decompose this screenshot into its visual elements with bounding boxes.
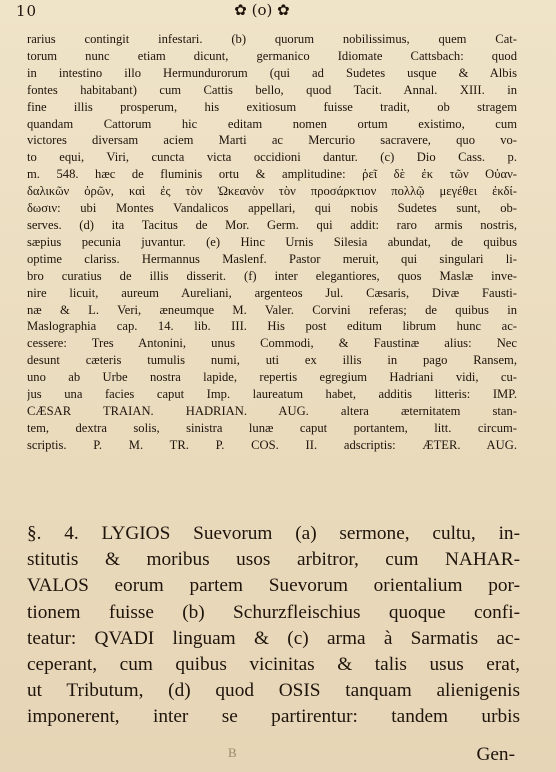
page-footer [0, 744, 556, 768]
footnote-line: uno ab Urbe nostra lapide, repertis egregium Hadriani vidi, cu- [27, 370, 517, 385]
footnote-line: cessere: Tres Antonini, unus Commodi, & Faustinæ alius: Nec [27, 336, 517, 351]
footnote-line: rarius contingit infestari. (b) quorum nobilissimus, quem Cat- [27, 32, 517, 46]
catchword: Gen- [476, 744, 515, 765]
footnote-line: δαλικῶν ὀρῶν, καὶ ἐς τὸν Ὠκεανὸν τὸν προσάρκτιον πολλῷ μεγέθει ἐκδί- [27, 184, 517, 199]
footnote-line: quandam Cattorum hic editam nomen ortum existimo, cum [27, 116, 517, 131]
footnote-line: næ & L. Veri, æneumque M. Valer. Corvini referas; de quibus in [27, 302, 517, 317]
ornament-center: (o) [251, 1, 273, 19]
main-text-block [27, 521, 520, 731]
main-text-line: imponerent, inter se partirentur: tandem urbis [27, 706, 520, 728]
signature-mark: B [228, 745, 238, 760]
footnote-line: sæpius pecunia juvantur. (e) Hinc Urnis Silesia abundat, de quibus [27, 234, 517, 249]
footnote-line: m. 548. hæc de fluminis ortu & amplitudine: ῥεῖ δὲ ἐκ τῶν Οὐαν- [27, 167, 517, 182]
footnote-line: in intestino illo Hermundurorum (qui ad Sudetes usque & Albis [27, 65, 517, 80]
footnote-line: torum nunc etiam dicunt, germanico Idiomate Cattsbach: quod [27, 48, 517, 63]
footnote-line: victores diversam aciem Marti ac Mercurio sacravere, quo vo- [27, 133, 517, 148]
footnote-line: fine illis prosperum, his exitiosum fuisse tradit, ob stragem [27, 99, 517, 114]
footnote-line: CÆSAR TRAIAN. HADRIAN. AUG. altera æternitatem stan- [27, 403, 517, 418]
footnote-line: fontes habitabant) cum Cattis bello, quod Tacit. Annal. XIII. in [27, 82, 517, 97]
footnotes-block [27, 31, 517, 454]
footnote-line: jus una facies caput Imp. laureatum habet, additis litteris: IMP. [27, 387, 517, 402]
main-text-line: VALOS eorum partem Suevorum orientalium por- [27, 575, 520, 597]
main-text-line: teatur: QVADI linguam & (c) arma à Sarmatis ac- [27, 627, 520, 649]
footnote-line: serves. (d) ita Tacitus de Mor. Germ. qui addit: raro armis nostris, [27, 217, 517, 232]
ornament-left-flower-icon: ✿ [234, 1, 247, 19]
main-text-line: tionem fuisse (b) Schurzfleischius quoque confi- [27, 601, 520, 623]
footnote-line: to equi, Viri, cuncta victa occidioni dantur. (c) Dio Cass. p. [27, 150, 517, 165]
footnote-line: optime clariss. Hermannus Maslenf. Pastor meruit, qui singulari li- [27, 251, 517, 266]
header-ornament [212, 1, 312, 19]
ornament-right-flower-icon: ✿ [277, 1, 290, 19]
footnote-line: scriptis. P. M. TR. P. COS. II. adscriptis: ÆTER. AUG. [27, 437, 517, 452]
main-text-line: ceperant, cum quibus vicinitas & talis usus erat, [27, 654, 520, 676]
footnote-line: δωσιν: ubi Montes Vandalicos appellari, qui nobis Sudetes sunt, ob- [27, 201, 517, 216]
main-text-line: ut Tributum, (d) quod OSIS tanquam alienigenis [27, 680, 520, 702]
page-number: 10 [16, 2, 38, 20]
footnote-line: bro curatius de illis disserit. (f) inter elegantiores, quos Maslæ inve- [27, 268, 517, 283]
footnote-line: Maslographia cap. 14. lib. III. His post editum librum hunc ac- [27, 319, 517, 334]
footnote-line: tem, dextra solis, sinistra lunæ caput portantem, litt. circum- [27, 420, 517, 435]
footnote-line: nire licuit, aureum Aureliani, argenteos Jul. Cæsaris, Divæ Fausti- [27, 285, 517, 300]
main-text-line: stitutis & moribus usos arbitror, cum NAHAR- [27, 549, 520, 571]
footnote-line: desunt cæteris tumulis numi, uti ex illis in pago Ransem, [27, 353, 517, 368]
main-text-line: §. 4. LYGIOS Suevorum (a) sermone, cultu, in- [27, 523, 520, 544]
